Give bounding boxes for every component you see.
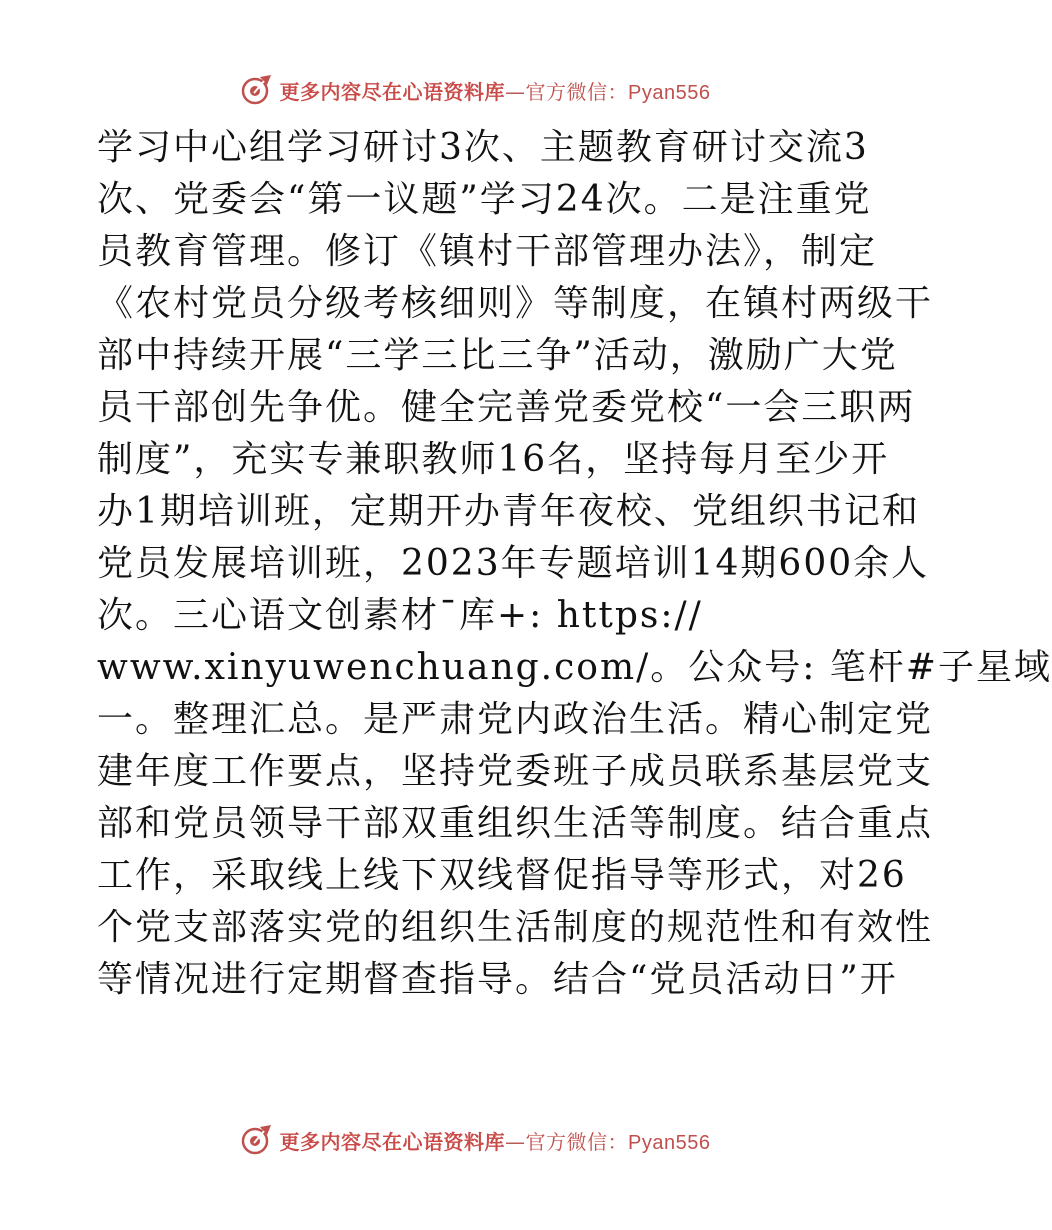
text-line-7: 制度”，充实专兼职教师16名，坚持每月至少开 <box>97 439 890 480</box>
text-line-13: 建年度工作要点，坚持党委班子成员联系基层党支 <box>97 751 934 792</box>
text-line-12: 一。整理汇总。是严肃党内政治生活。精心制定党 <box>97 699 934 740</box>
seal-logo-icon <box>240 73 274 107</box>
footer-watermark <box>0 1120 950 1160</box>
text-line-15: 工作，采取线上线下双线督促指导等形式，对26 <box>97 855 907 896</box>
text-line-16: 个党支部落实党的组织生活制度的规范性和有效性 <box>97 907 934 948</box>
text-line-6: 员干部创先争优。健全完善党委党校“一会三职两 <box>97 387 916 428</box>
watermark-text <box>280 76 711 105</box>
text-line-3: 员教育管理。修订《镇村干部管理办法》，制定 <box>97 231 878 272</box>
watermark-dash: — <box>505 79 526 104</box>
text-line-11: www.xinyuwenchuang.com/。公众号: 笔杆#子星域 <box>97 647 1052 688</box>
text-line-9: 党员发展培训班，2023年专题培训14期600余人 <box>97 543 930 584</box>
text-line-1: 学习中心组学习研讨3次、主题教育研讨交流3 <box>97 127 869 168</box>
text-line-8: 办1期培训班，定期开办青年夜校、党组织书记和 <box>97 491 920 532</box>
seal-logo-icon <box>240 1123 274 1157</box>
text-line-17: 等情况进行定期督查指导。结合“党员活动日”开 <box>97 959 898 1000</box>
document-body <box>97 122 1052 1006</box>
header-watermark <box>0 70 950 110</box>
watermark-brand: 更多内容尽在心语资料库 <box>279 79 506 104</box>
watermark-wechat-label: 官方微信： <box>525 79 629 104</box>
watermark-dash: — <box>505 1129 526 1154</box>
text-line-5: 部中持续开展“三学三比三争”活动，激励广大党 <box>97 335 898 376</box>
text-line-10: 次。三心语文创素材¯库+: https:// <box>97 595 703 636</box>
text-line-2: 次、党委会“第一议题”学习24次。二是注重党 <box>97 179 872 220</box>
text-line-14: 部和党员领导干部双重组织生活等制度。结合重点 <box>97 803 934 844</box>
watermark-wechat-label: 官方微信： <box>525 1129 629 1154</box>
watermark-brand: 更多内容尽在心语资料库 <box>279 1129 506 1154</box>
text-line-4: 《农村党员分级考核细则》等制度，在镇村两级干 <box>97 283 934 324</box>
watermark-text <box>280 1126 711 1155</box>
watermark-handle: Pyan556 <box>628 81 711 104</box>
watermark-handle: Pyan556 <box>628 1131 711 1154</box>
